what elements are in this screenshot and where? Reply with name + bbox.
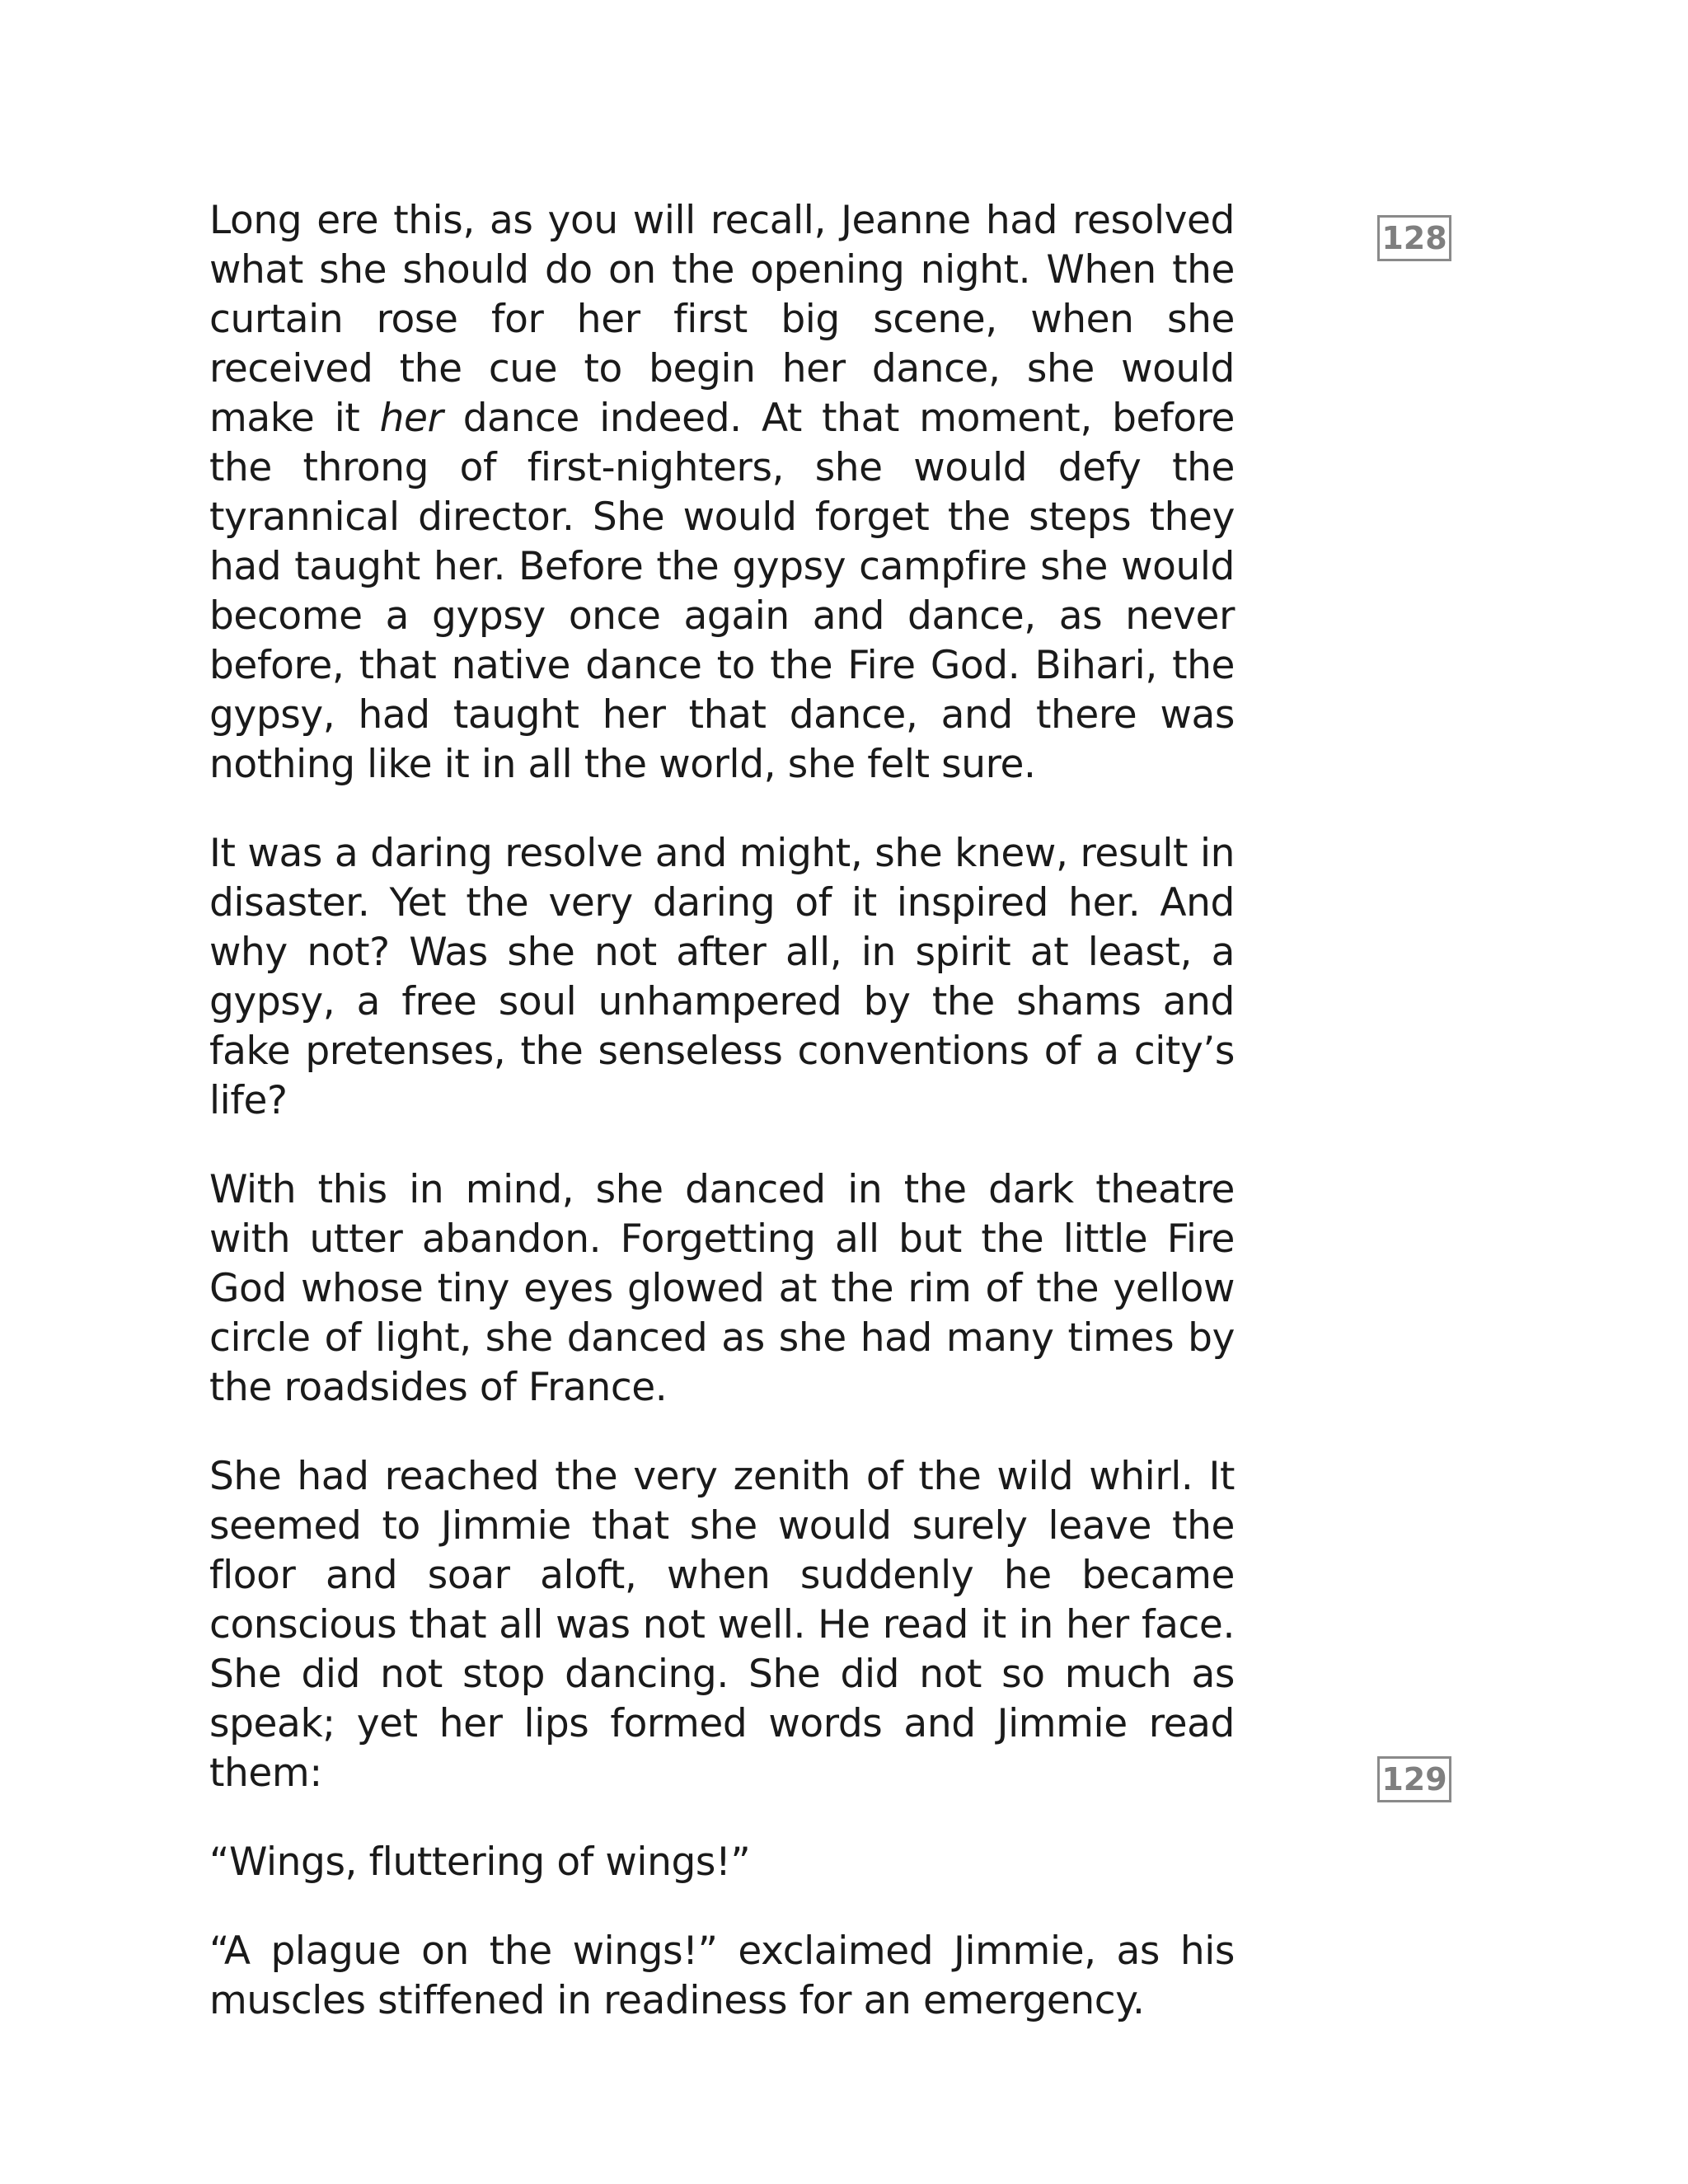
paragraph-1-text-start: Long ere this, as you will recall, Jeanne had resolved what she should do on the opening night. When the curtain rose for her first big scene, when she received the cue to begin her dance, she would make it xyxy=(209,198,1235,441)
paragraph-5: “Wings, fluttering of wings!” xyxy=(209,1840,751,1885)
page-number-marker: 129 xyxy=(1377,1756,1451,1802)
emphasis-her: her xyxy=(379,396,443,441)
paragraph-4: She had reached the very zenith of the wild whirl. It seemed to Jimmie that she would surely leave the floor and soar aloft, when suddenly he became conscious that all was not well. He read it in her face. She did not stop dancing. She did not so much as speak; yet her lips formed words and Jimmie read them: xyxy=(209,1454,1235,1796)
paragraph-1 xyxy=(209,196,1235,790)
paragraph-3: With this in mind, she danced in the dark theatre with utter abandon. Forgetting all but the little Fire God whose tiny eyes glowed at the rim of the yellow circle of light, she danced as she had many times by the roadsides of France. xyxy=(209,1167,1235,1410)
paragraph-6: “A plague on the wings!” exclaimed Jimmie, as his muscles stiffened in readiness for an emergency. xyxy=(209,1929,1235,2023)
paragraph-2: It was a daring resolve and might, she knew, result in disaster. Yet the very daring of it inspired her. And why not? Was she not after all, in spirit at least, a gypsy, a free soul unhampered by the shams and fake pretenses, the senseless conventions of a city’s life? xyxy=(209,831,1235,1123)
paragraph-1-text-end: dance indeed. At that moment, before the throng of first-nighters, she would defy the tyrannical director. She would forget the steps they had taught her. Before the gypsy campfire she would become a gypsy once again and dance, as never before, that native dance to the Fire God. Bihari, the gypsy, had taught her that dance, and there was nothing like it in all the world, she felt sure. xyxy=(209,396,1235,787)
body-text xyxy=(209,196,1235,2026)
page-number-marker: 128 xyxy=(1377,215,1451,261)
